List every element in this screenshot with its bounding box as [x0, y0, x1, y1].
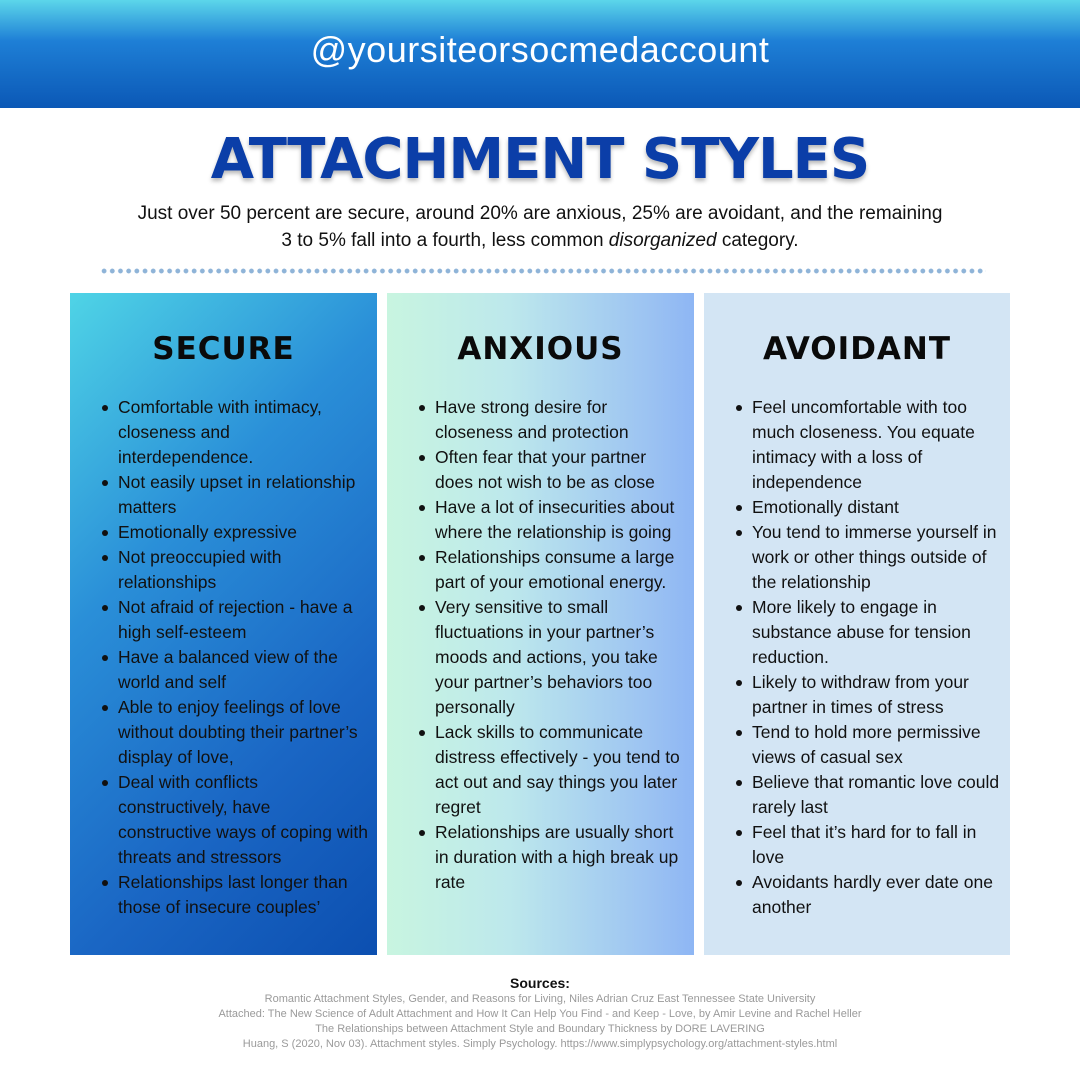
list-item: Not preoccupied with relationships [118, 545, 368, 595]
source-citation: Romantic Attachment Styles, Gender, and Reasons for Living, Niles Adrian Cruz East Tennessee State University [264, 993, 816, 1005]
list-item: More likely to engage in substance abuse for tension reduction. [752, 595, 1002, 670]
list-item: Comfortable with intimacy, closeness and interdependence. [118, 395, 368, 470]
source-citation: The Relationships between Attachment Style and Boundary Thickness by DORE LAVERING [315, 1023, 765, 1035]
avoidant-heading: AVOIDANT [762, 331, 952, 367]
list-item: Tend to hold more permissive views of casual sex [752, 720, 1002, 770]
list-item: Feel that it’s hard for to fall in love [752, 820, 1002, 870]
list-item: Emotionally expressive [118, 520, 368, 545]
list-item: Emotionally distant [752, 495, 1002, 520]
list-item: Lack skills to communicate distress effectively - you tend to act out and say things you later regret [435, 720, 685, 820]
source-citation: Attached: The New Science of Adult Attachment and How It Can Help You Find - and Keep - Love, by Amir Levine and Rachel Heller [218, 1008, 862, 1020]
list-item: Feel uncomfortable with too much closeness. You equate intimacy with a loss of independence [752, 395, 1002, 495]
list-item: Have strong desire for closeness and protection [435, 395, 685, 445]
list-item: Have a lot of insecurities about where the relationship is going [435, 495, 685, 545]
list-item: Not easily upset in relationship matters [118, 470, 368, 520]
subtitle [90, 200, 990, 254]
avoidant-panel [704, 293, 1010, 955]
secure-list [118, 395, 368, 920]
secure-panel [70, 293, 377, 955]
avoidant-list [752, 395, 1002, 920]
dotted-divider [100, 268, 986, 274]
subtitle-line-2-start: 3 to 5% fall into a fourth, less common [281, 230, 609, 251]
list-item: Deal with conflicts constructively, have constructive ways of coping with threats and stressors [118, 770, 368, 870]
subtitle-emphasis: disorganized [608, 230, 717, 251]
list-item: Often fear that your partner does not wish to be as close [435, 445, 685, 495]
anxious-list [435, 395, 685, 895]
anxious-panel [387, 293, 694, 955]
list-item: You tend to immerse yourself in work or other things outside of the relationship [752, 520, 1002, 595]
list-item: Believe that romantic love could rarely last [752, 770, 1002, 820]
list-item: Likely to withdraw from your partner in times of stress [752, 670, 1002, 720]
account-handle: @yoursiteorsocmedaccount [310, 29, 770, 70]
subtitle-line-1: Just over 50 percent are secure, around 20% are anxious, 25% are avoidant, and the remaining [137, 203, 943, 224]
list-item: Not afraid of rejection - have a high self-esteem [118, 595, 368, 645]
list-item: Very sensitive to small fluctuations in your partner’s moods and actions, you take your partner’s behaviors too personally [435, 595, 685, 720]
top-banner [0, 0, 1080, 108]
sources-section [0, 974, 1080, 1052]
page-title: ATTACHMENT STYLES [210, 127, 870, 192]
list-item: Relationships are usually short in duration with a high break up rate [435, 820, 685, 895]
list-item: Able to enjoy feelings of love without doubting their partner’s display of love, [118, 695, 368, 770]
subtitle-line-2 [90, 227, 990, 254]
secure-heading: SECURE [152, 331, 295, 367]
list-item: Relationships consume a large part of your emotional energy. [435, 545, 685, 595]
list-item: Relationships last longer than those of insecure couples’ [118, 870, 368, 920]
source-citation: Huang, S (2020, Nov 03). Attachment styles. Simply Psychology. https://www.simplypsychology.org/attachment-styles.html [242, 1038, 838, 1050]
sources-title: Sources: [510, 975, 570, 991]
anxious-heading: ANXIOUS [457, 331, 624, 367]
subtitle-line-2-end: category. [716, 230, 799, 251]
list-item: Have a balanced view of the world and self [118, 645, 368, 695]
list-item: Avoidants hardly ever date one another [752, 870, 1002, 920]
